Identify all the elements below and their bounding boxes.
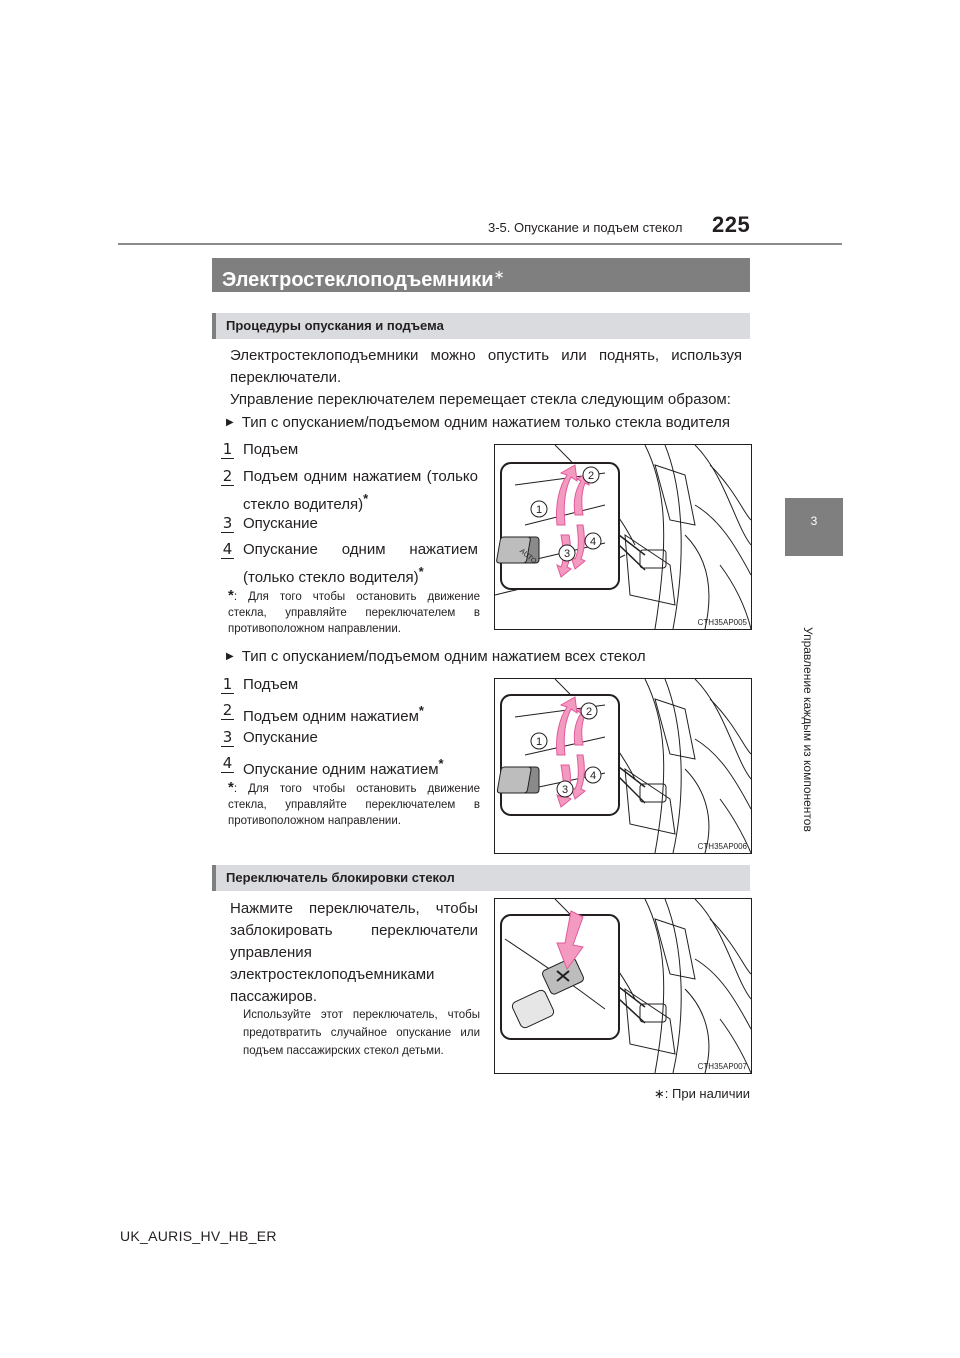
page-title-bar bbox=[212, 258, 750, 292]
triangle-bullet-icon: ▶ bbox=[226, 651, 234, 662]
callout-3: 3 bbox=[563, 548, 571, 560]
item-number: 4 bbox=[222, 754, 233, 772]
availability-footnote bbox=[620, 1086, 750, 1102]
title-availability-mark: ∗ bbox=[493, 267, 505, 282]
footnote-stop-motion: *: Для того чтобы остановить движение стекла, управляйте переключателем в противоположном направлении. bbox=[228, 779, 480, 827]
lock-switch-note: Используйте этот переключатель, чтобы предотвратить случайное опускание или подъем пассажирских стекол детьми. bbox=[243, 1009, 480, 1057]
item-number: 4 bbox=[222, 540, 233, 558]
bullet-text: Тип с опусканием/подъемом одним нажатием только стекла водителя bbox=[241, 414, 731, 431]
callout-1: 1 bbox=[535, 504, 543, 516]
lock-switch-paragraph: Нажмите переключатель, чтобы заблокировать переключатели управления электростеклоподъемниками пассажиров. bbox=[230, 900, 478, 1005]
bullet-type-all bbox=[226, 648, 646, 665]
switch-illustration bbox=[495, 679, 751, 853]
item-text: Опускание одним нажатием* bbox=[243, 756, 444, 778]
page-number: 225 bbox=[712, 212, 751, 237]
bullet-type-driver bbox=[226, 414, 730, 431]
item-number: 2 bbox=[222, 701, 233, 719]
figure-driver-switch bbox=[494, 444, 752, 630]
bullet-text: Тип с опусканием/подъемом одним нажатием всех стекол bbox=[241, 648, 646, 665]
footnote-text: : При наличии bbox=[664, 1086, 750, 1101]
intro-paragraph-2: Управление переключателем перемещает стекла следующим образом: bbox=[230, 391, 731, 408]
figure-code: CTH35AP006 bbox=[697, 842, 747, 851]
callout-2: 2 bbox=[585, 706, 593, 718]
header-rule bbox=[118, 243, 842, 245]
callout-4: 4 bbox=[589, 536, 597, 548]
section-heading-window-lock: Переключатель блокировки стекол bbox=[212, 865, 750, 891]
item-text: Подъем bbox=[243, 676, 299, 693]
item-text: Подъем bbox=[243, 441, 299, 458]
lock-switch-illustration bbox=[495, 899, 751, 1073]
figure-code: CTH35AP007 bbox=[697, 1062, 747, 1071]
item-text: Подъем одним нажатием (только стекло водителя)* bbox=[243, 468, 478, 513]
footer-document-code: UK_AURIS_HV_HB_ER bbox=[120, 1228, 277, 1244]
item-number: 1 bbox=[222, 440, 233, 458]
item-text: Опускание bbox=[243, 729, 318, 746]
footnote-stop-motion: *: Для того чтобы остановить движение стекла, управляйте переключателем в противоположном направлении. bbox=[228, 587, 480, 635]
item-number: 1 bbox=[222, 675, 233, 693]
figure-window-lock-switch bbox=[494, 898, 752, 1074]
callout-4: 4 bbox=[589, 770, 597, 782]
item-text: Опускание bbox=[243, 515, 318, 532]
item-number: 3 bbox=[222, 514, 233, 532]
item-number: 2 bbox=[222, 467, 233, 485]
running-head: 3-5. Опускание и подъем стекол bbox=[488, 220, 683, 235]
callout-1: 1 bbox=[535, 736, 543, 748]
intro-paragraph: Электростеклоподъемники можно опустить или поднять, используя переключатели. bbox=[230, 347, 742, 386]
section-heading-procedures: Процедуры опускания и подъема bbox=[212, 313, 750, 339]
figure-all-windows-switch bbox=[494, 678, 752, 854]
callout-2: 2 bbox=[587, 470, 595, 482]
item-number: 3 bbox=[222, 728, 233, 746]
item-text: Подъем одним нажатием* bbox=[243, 703, 424, 725]
switch-illustration bbox=[495, 445, 751, 629]
figure-code: CTH35AP005 bbox=[697, 618, 747, 627]
chapter-number: 3 bbox=[810, 514, 818, 528]
page-title: Электростеклоподъемники bbox=[222, 269, 494, 291]
auto-label: AUTO bbox=[518, 547, 538, 566]
chapter-title: Управление каждым из компонентов bbox=[801, 627, 815, 832]
footnote-mark: ∗ bbox=[653, 1086, 665, 1101]
triangle-bullet-icon: ▶ bbox=[226, 417, 234, 428]
callout-3: 3 bbox=[561, 784, 569, 796]
item-text: Опускание одним нажатием (только стекло водителя)* bbox=[243, 541, 478, 586]
